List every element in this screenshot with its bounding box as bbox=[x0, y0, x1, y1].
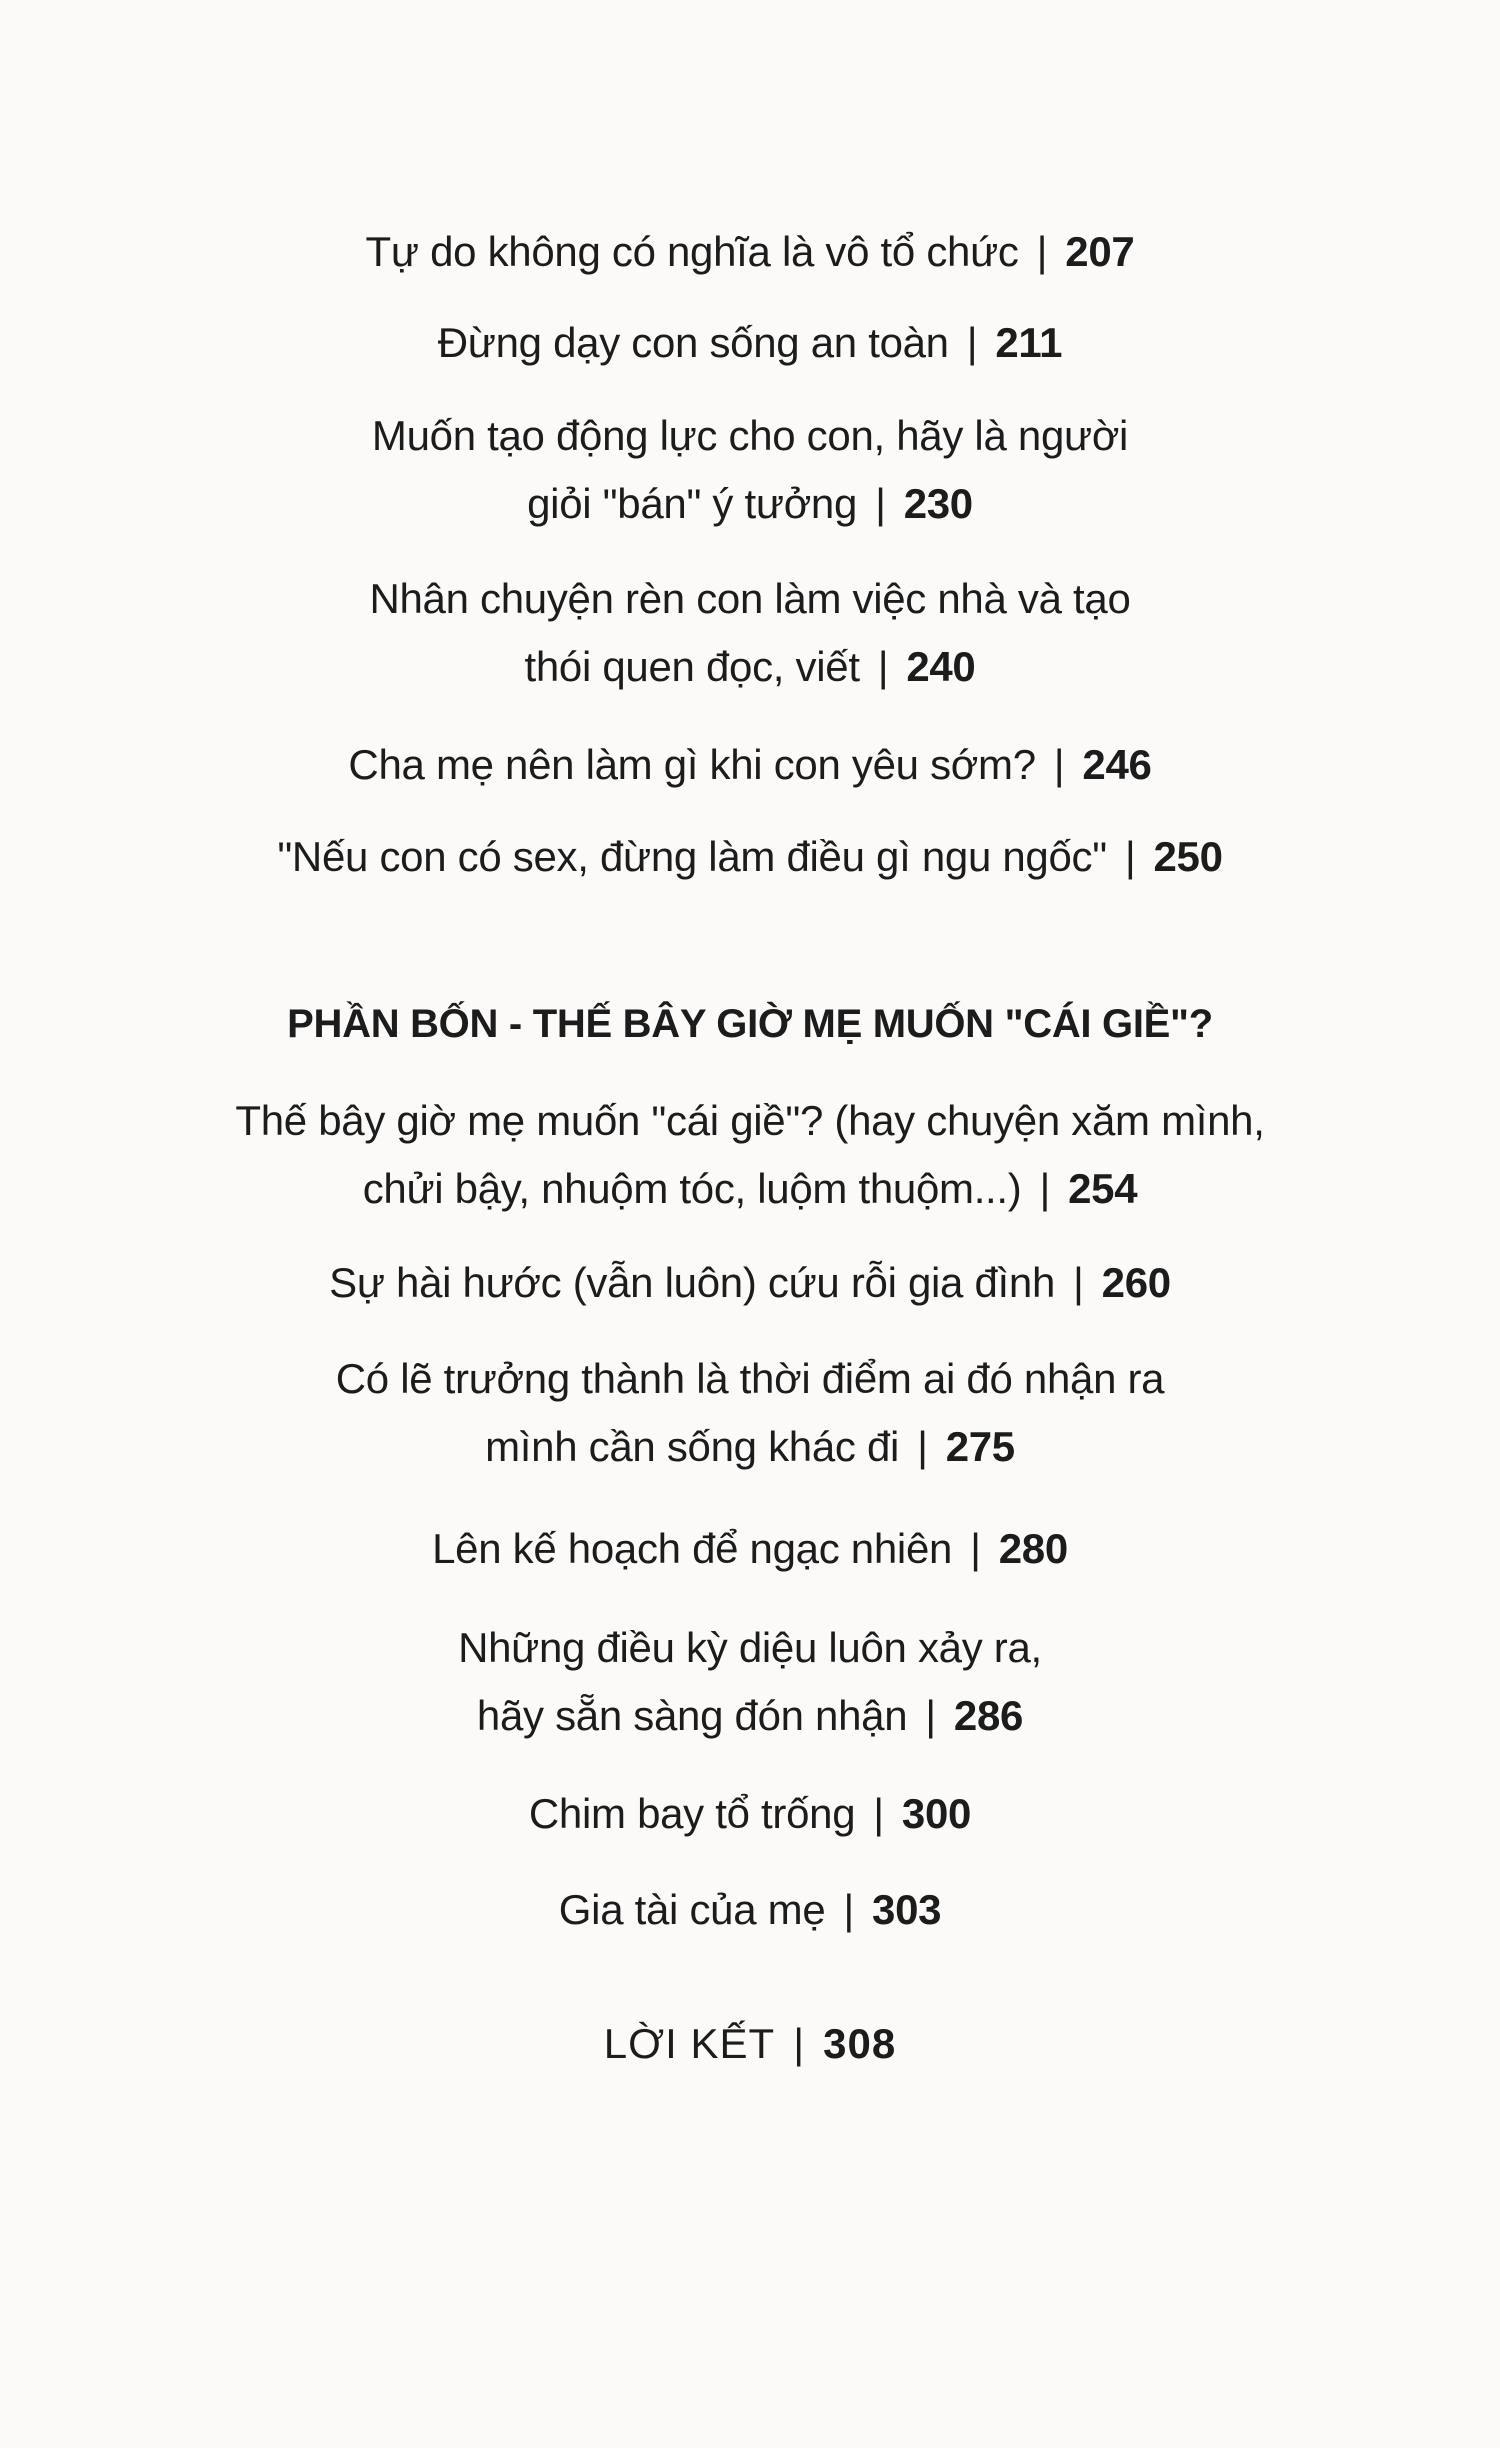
separator: | bbox=[917, 1423, 928, 1470]
entry-line bbox=[0, 633, 1500, 701]
page-number: 250 bbox=[1153, 833, 1223, 880]
separator: | bbox=[875, 480, 886, 527]
entry-line: Thế bây giờ mẹ muốn "cái giề"? (hay chuyện xăm mình, bbox=[235, 1097, 1265, 1144]
entry-line bbox=[0, 823, 1500, 891]
entry-line: Muốn tạo động lực cho con, hãy là người bbox=[371, 412, 1129, 459]
entry-line bbox=[0, 1249, 1500, 1317]
entry-line: Những điều kỳ diệu luôn xảy ra, bbox=[458, 1624, 1042, 1671]
entry-title: Đừng dạy con sống an toàn bbox=[437, 319, 949, 366]
entry-line bbox=[0, 2010, 1500, 2078]
entry-title: chửi bậy, nhuộm tóc, luộm thuộm...) bbox=[362, 1165, 1022, 1212]
separator: | bbox=[1053, 741, 1065, 788]
separator: | bbox=[873, 1790, 884, 1837]
toc-entry bbox=[0, 565, 1500, 701]
page-number: 260 bbox=[1101, 1259, 1171, 1306]
entry-line bbox=[0, 1155, 1500, 1223]
toc-entry bbox=[0, 1614, 1500, 1750]
entry-line bbox=[0, 470, 1500, 538]
toc-entry bbox=[0, 1780, 1500, 1848]
separator: | bbox=[1124, 833, 1136, 880]
separator: | bbox=[843, 1886, 855, 1933]
entry-line bbox=[0, 731, 1500, 799]
entry-title: Cha mẹ nên làm gì khi con yêu sớm? bbox=[348, 741, 1036, 788]
entry-line bbox=[0, 309, 1500, 377]
entry-line: Nhân chuyện rèn con làm việc nhà và tạo bbox=[369, 575, 1131, 622]
page-number: 286 bbox=[953, 1692, 1024, 1739]
separator: | bbox=[966, 319, 978, 366]
page-number: 275 bbox=[945, 1423, 1015, 1470]
entry-line bbox=[0, 1682, 1500, 1750]
entry-title: Gia tài của mẹ bbox=[558, 1886, 826, 1933]
separator: | bbox=[1073, 1259, 1084, 1306]
page-number: 207 bbox=[1065, 228, 1135, 275]
separator: | bbox=[877, 643, 889, 690]
toc-entry bbox=[0, 823, 1500, 891]
separator: | bbox=[1036, 228, 1048, 275]
page-number: 280 bbox=[998, 1525, 1068, 1572]
entry-title: giỏi "bán" ý tưởng bbox=[527, 480, 858, 527]
toc-entry bbox=[0, 731, 1500, 799]
entry-title: LỜI KẾT bbox=[603, 2020, 776, 2067]
page-number: 246 bbox=[1082, 741, 1152, 788]
entry-line bbox=[0, 1876, 1500, 1944]
page-number: 300 bbox=[901, 1790, 972, 1837]
toc-entry-closing bbox=[0, 2010, 1500, 2078]
entry-title: Chim bay tổ trống bbox=[528, 1790, 856, 1837]
toc-entry bbox=[0, 1515, 1500, 1583]
entry-line bbox=[0, 1515, 1500, 1583]
page-number: 303 bbox=[872, 1886, 942, 1933]
entry-title: Tự do không có nghĩa là vô tổ chức bbox=[365, 228, 1019, 275]
page-number: 240 bbox=[906, 643, 976, 690]
separator: | bbox=[1039, 1165, 1051, 1212]
separator: | bbox=[925, 1692, 936, 1739]
page-number: 230 bbox=[903, 480, 973, 527]
entry-line bbox=[0, 218, 1500, 286]
entry-title: Lên kế hoạch để ngạc nhiên bbox=[432, 1525, 953, 1572]
entry-line: Có lẽ trưởng thành là thời điểm ai đó nhận ra bbox=[335, 1355, 1165, 1402]
toc-entry bbox=[0, 1876, 1500, 1944]
toc-entry bbox=[0, 1345, 1500, 1481]
entry-title: thói quen đọc, viết bbox=[524, 643, 860, 690]
separator: | bbox=[793, 2020, 806, 2067]
entry-title: "Nếu con có sex, đừng làm điều gì ngu ngốc" bbox=[277, 833, 1107, 880]
page-number: 308 bbox=[823, 2020, 897, 2067]
entry-title: hãy sẵn sàng đón nhận bbox=[476, 1692, 908, 1739]
entry-line bbox=[0, 1780, 1500, 1848]
toc-entry bbox=[0, 1249, 1500, 1317]
toc-entry bbox=[0, 1087, 1500, 1223]
toc-entry bbox=[0, 309, 1500, 377]
toc-entry bbox=[0, 218, 1500, 286]
separator: | bbox=[970, 1525, 981, 1572]
section-heading: PHẦN BỐN - THẾ BÂY GIỜ MẸ MUỐN "CÁI GIỀ"? bbox=[287, 1002, 1213, 1046]
page-number: 211 bbox=[995, 319, 1063, 366]
entry-line bbox=[0, 1413, 1500, 1481]
page-number: 254 bbox=[1068, 1165, 1138, 1212]
toc-entry bbox=[0, 402, 1500, 538]
entry-title: mình cần sống khác đi bbox=[485, 1423, 900, 1470]
entry-title: Sự hài hước (vẫn luôn) cứu rỗi gia đình bbox=[329, 1259, 1056, 1306]
